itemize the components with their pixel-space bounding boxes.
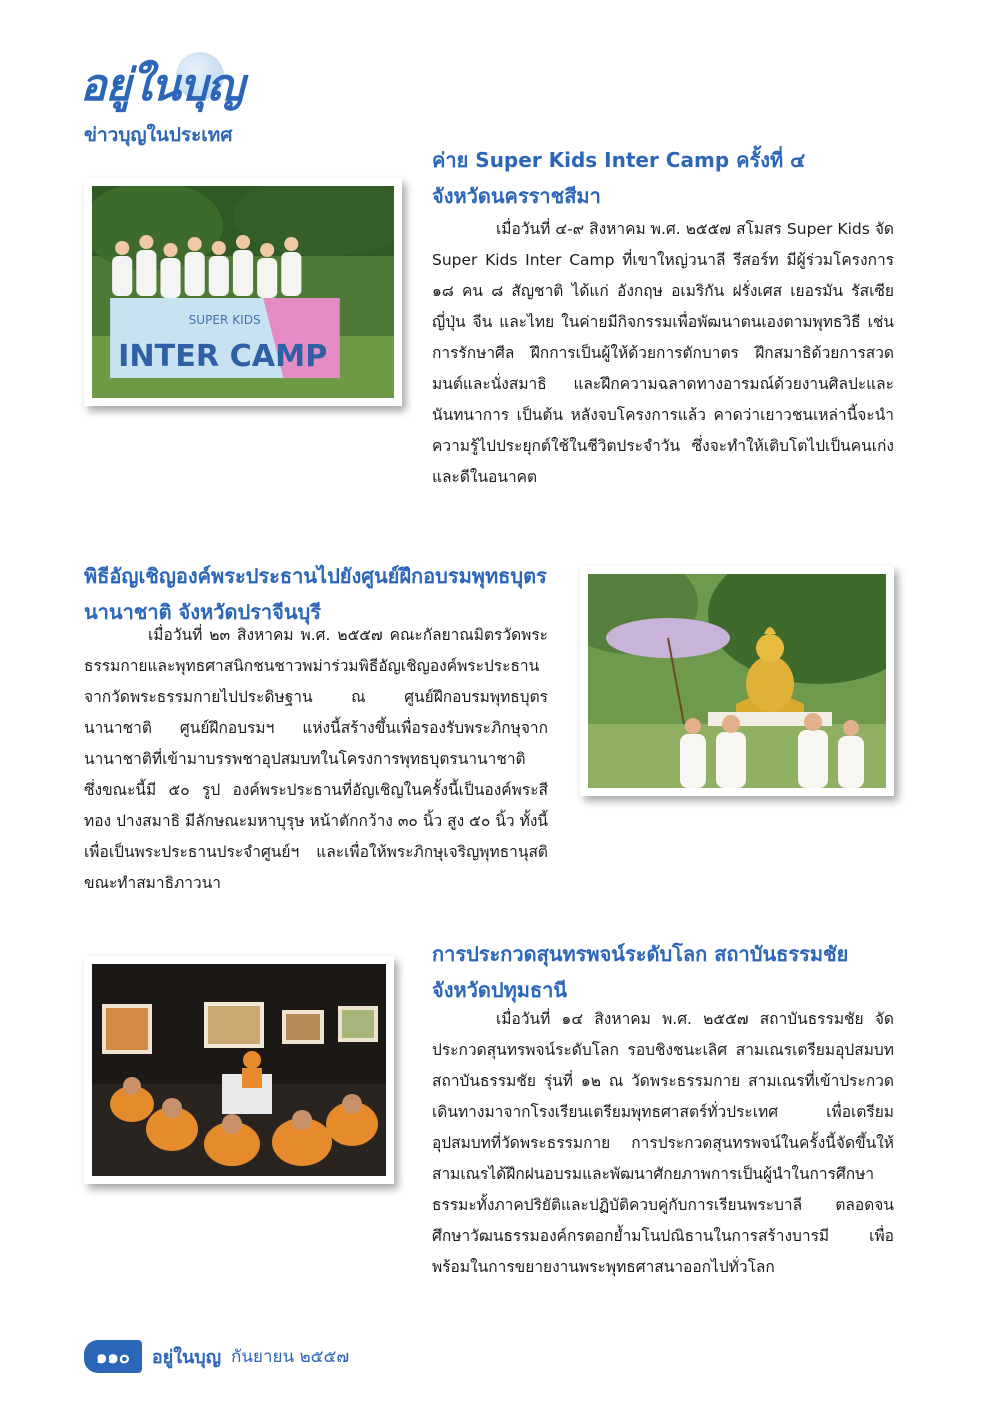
page-number: ๑๑๐ (84, 1340, 142, 1373)
article-1-title (432, 142, 912, 214)
banner-top-text: SUPER KIDS (188, 313, 261, 327)
page-footer (84, 1340, 349, 1373)
article-2-photo (580, 566, 894, 796)
article-2-body (84, 620, 548, 899)
article-3-title-line2: จังหวัดปทุมธานี (432, 978, 568, 1002)
article-1-body (432, 214, 894, 493)
magazine-logo: อยู่ในบุญ (80, 60, 244, 111)
footer-issue: กันยายน ๒๕๕๗ (231, 1347, 350, 1367)
article-2-text: เมื่อวันที่ ๒๓ สิงหาคม พ.ศ. ๒๕๕๗ คณะกัลยาณมิตรวัดพระธรรมกายและพุทธศาสนิกชนชาวพม่าร่วมพิธีอัญเชิญองค์พระประธานจากวัดพระธรรมกายไปประดิษฐาน ณ ศูนย์ฝึกอบรมพุทธบุตรนานาชาติ ศูนย์ฝึกอบรมฯ แห่งนี้สร้างขึ้นเพื่อรองรับพระภิกษุจากนานาชาติที่เข้ามาบรรพชาอุปสมบทในโครงการพุทธบุตรนานาชาติ ซึ่งขณะนี้มี ๕๐ รูป องค์พระประธานที่อัญเชิญในครั้งนี้เป็นองค์พระสีทอง ปางสมาธิ มีลักษณะมหาบุรุษ หน้าตักกว้าง ๓๐ นิ้ว สูง ๕๐ นิ้ว ทั้งนี้เพื่อเป็นพระประธานประจำศูนย์ฯ และเพื่อให้พระภิกษุเจริญพุทธานุสติขณะทำสมาธิภาวนา (84, 626, 548, 892)
article-2-title-line2: นานาชาติ จังหวัดปราจีนบุรี (84, 600, 321, 624)
article-3-body (432, 1004, 894, 1283)
banner-bottom-text: INTER CAMP (118, 339, 328, 374)
article-3-text: เมื่อวันที่ ๑๔ สิงหาคม พ.ศ. ๒๕๕๗ สถาบันธรรมชัย จัดประกวดสุนทรพจน์ระดับโลก รอบชิงชนะเลิศ สามเณรเตรียมอุปสมบทสถาบันธรรมชัย รุ่นที่ ๑๒ ณ วัดพระธรรมกาย สามเณรที่เข้าประกวดเดินทางมาจากโรงเรียนเตรียมพุทธศาสตร์ทั่วประเทศ เพื่อเตรียมอุปสมบทที่วัดพระธรรมกาย การประกวดสุนทรพจน์ในครั้งนี้จัดขึ้นให้สามเณรได้ฝึกฝนอบรมและพัฒนาศักยภาพการเป็นผู้นำในการศึกษาธรรมะทั้งภาคปริยัติและปฏิบัติควบคู่กับการเรียนพระบาลี ตลอดจนศึกษาวัฒนธรรมองค์กรตอกย้ำมโนปณิธานในการสร้างบารมี เพื่อพร้อมในการขยายงานพระพุทธศาสนาออกไปทั่วโลก (432, 1010, 894, 1276)
footer-magazine-name: อยู่ในบุญ (151, 1347, 222, 1368)
article-3-photo (84, 956, 394, 1184)
speech-contest-image (92, 964, 386, 1176)
article-1-title-line1: ค่าย Super Kids Inter Camp ครั้งที่ ๔ (432, 148, 806, 172)
article-1-text: เมื่อวันที่ ๔-๙ สิงหาคม พ.ศ. ๒๕๕๗ สโมสร Super Kids จัด Super Kids Inter Camp ที่เขาใหญ่วนาลี รีสอร์ท มีผู้ร่วมโครงการ ๑๘ คน ๘ สัญชาติ ได้แก่ อังกฤษ อเมริกัน ฝรั่งเศส เยอรมัน รัสเซีย ญี่ปุ่น จีน และไทย ในค่ายมีกิจกรรมเพื่อพัฒนาตนเองตามพุทธวิธี เช่น การรักษาศีล ฝึกการเป็นผู้ให้ด้วยการตักบาตร ฝึกสมาธิด้วยการสวดมนต์และนั่งสมาธิ และฝึกความฉลาดทางอารมณ์ด้วยงานศิลปะและนันทนาการ เป็นต้น หลังจบโครงการแล้ว คาดว่าเยาวชนเหล่านี้จะนำความรู้ไปประยุกต์ใช้ในชีวิตประจำวัน ซึ่งจะทำให้เติบโตไปเป็นคนเก่งและดีในอนาคต (432, 220, 894, 486)
article-1-photo (84, 178, 402, 406)
buddha-procession-image (588, 574, 886, 788)
article-2-title-line1: พิธีอัญเชิญองค์พระประธานไปยังศูนย์ฝึกอบรมพุทธบุตร (84, 564, 547, 588)
article-3-title (432, 936, 912, 1008)
article-1-title-line2: จังหวัดนครราชสีมา (432, 184, 601, 208)
section-label: ข่าวบุญในประเทศ (84, 124, 233, 146)
article-3-title-line1: การประกวดสุนทรพจน์ระดับโลก สถาบันธรรมชัย (432, 942, 849, 966)
camp-group-image (92, 186, 394, 398)
